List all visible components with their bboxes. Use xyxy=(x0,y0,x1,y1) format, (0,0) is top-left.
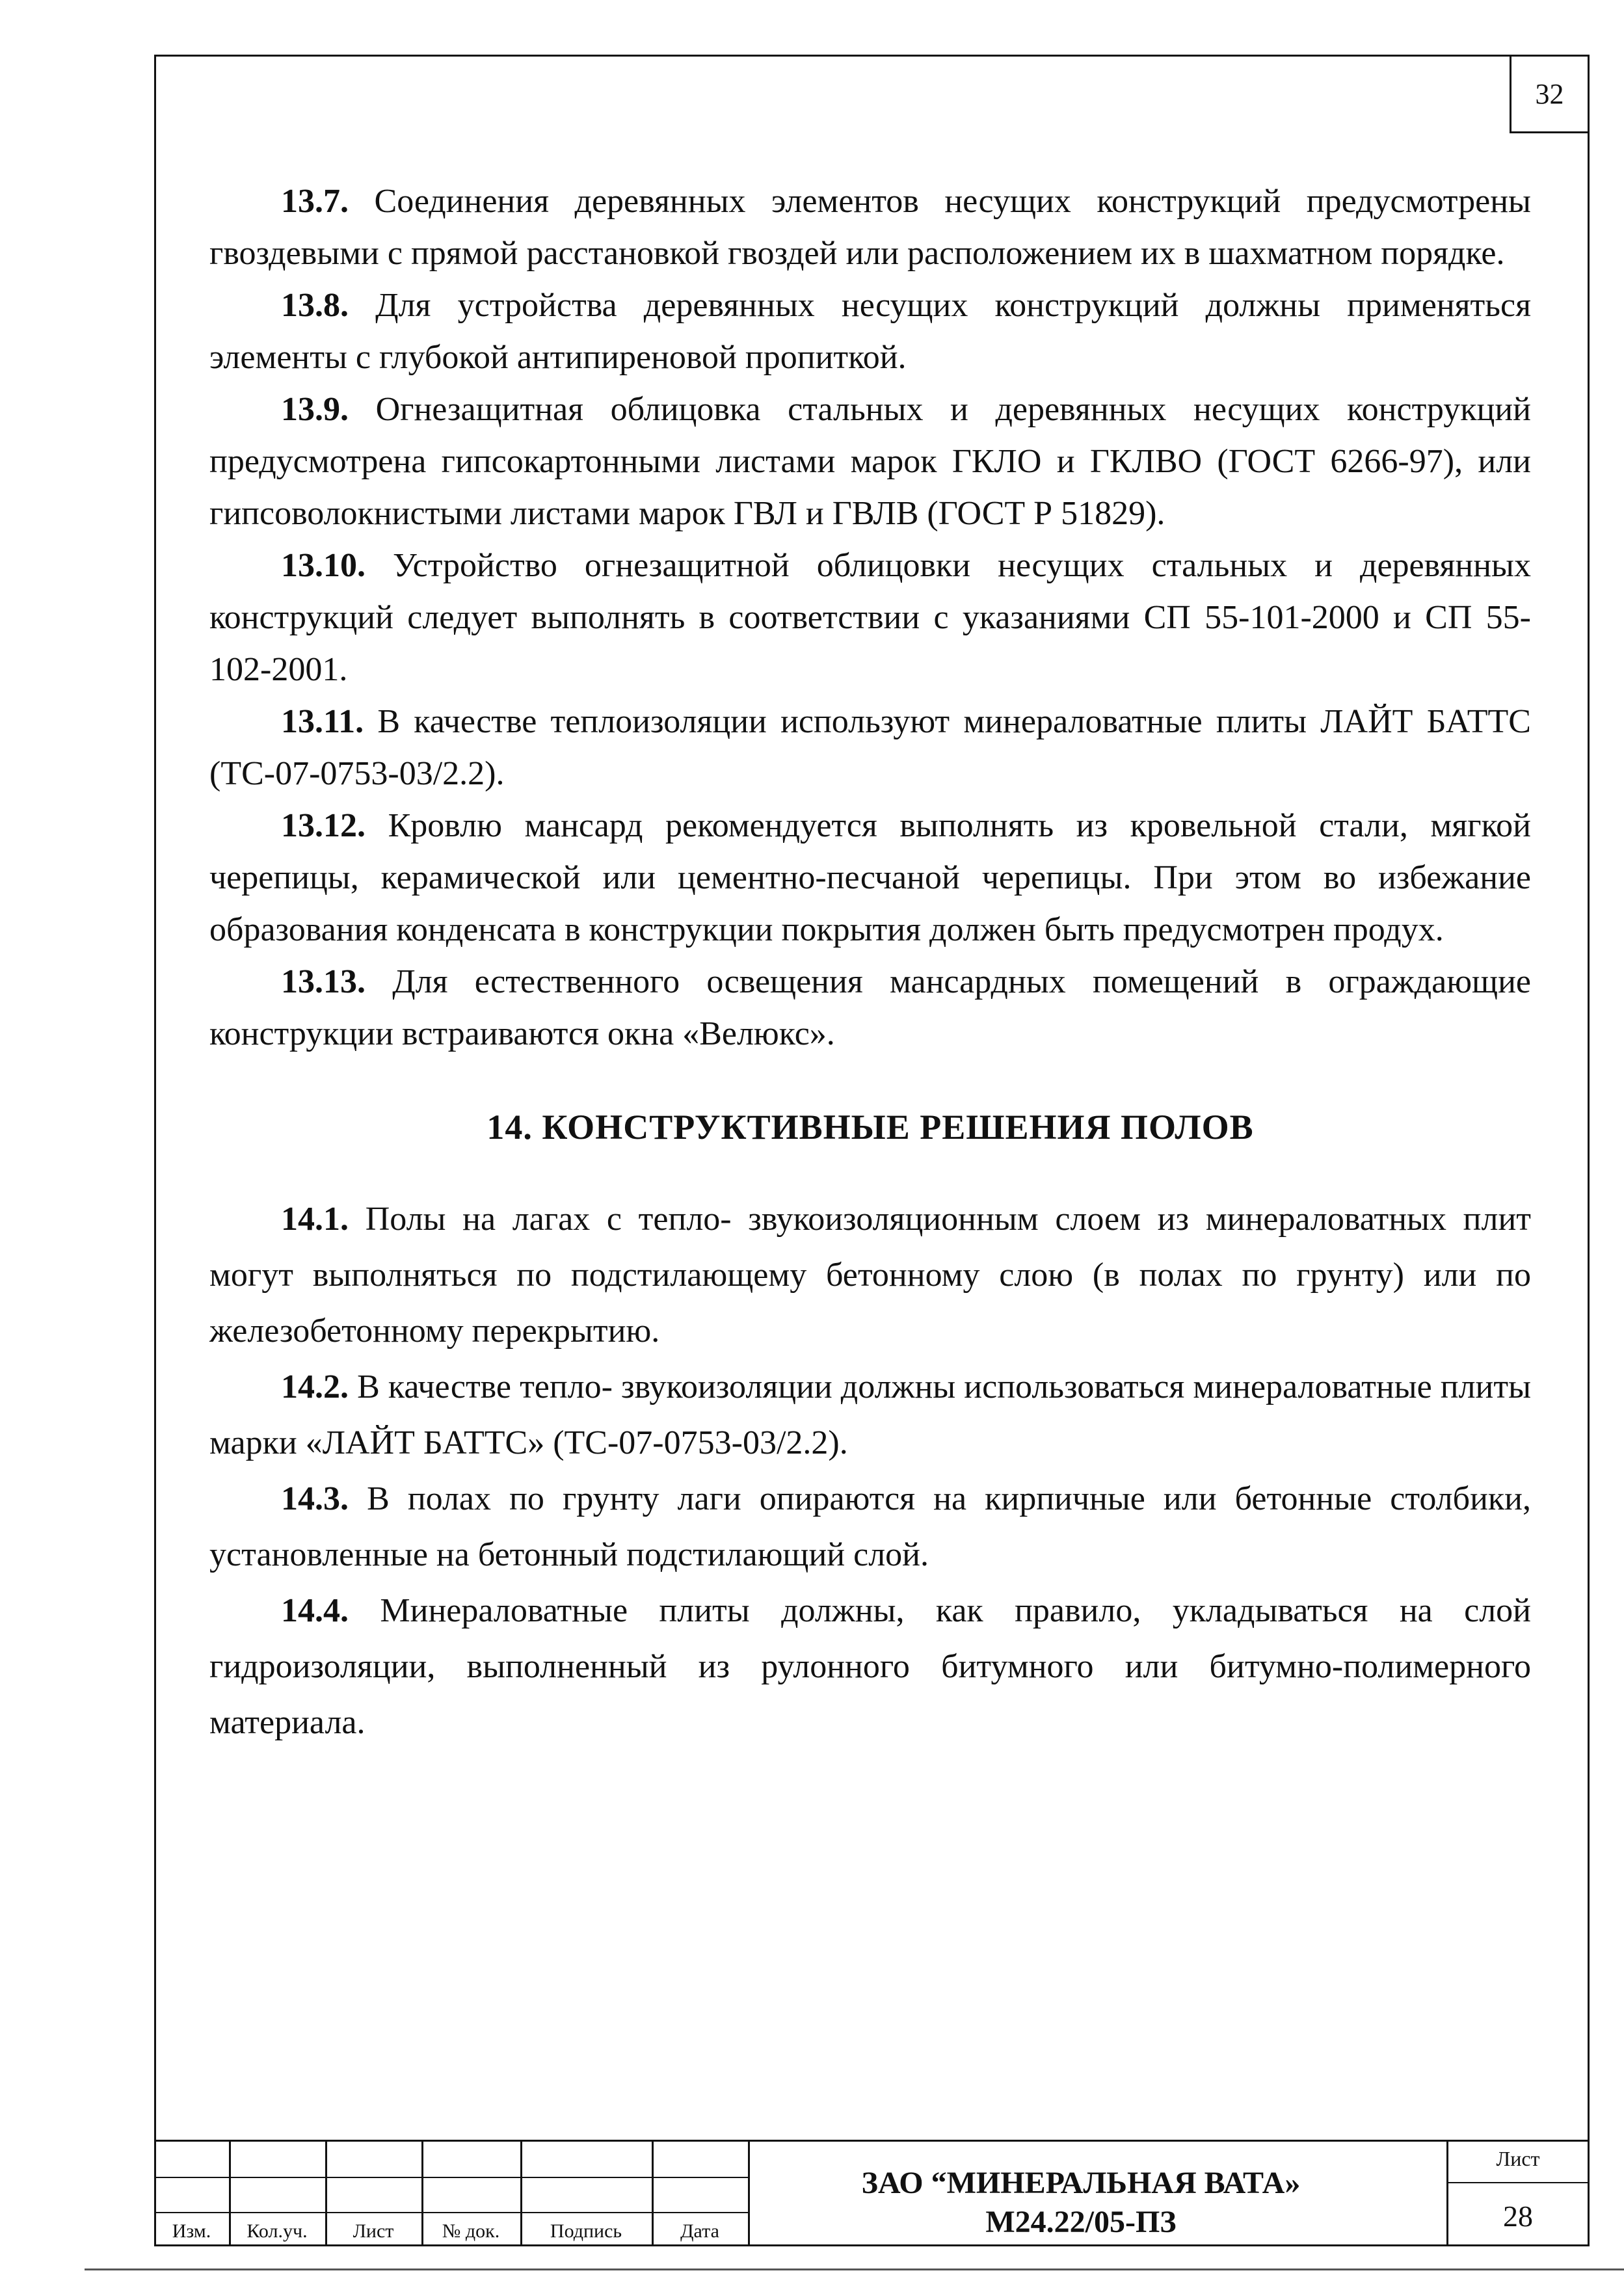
stamp-label-sign: Подпись xyxy=(550,2220,622,2242)
paragraph-number: 13.12. xyxy=(281,807,366,844)
stamp-label-kol: Кол.уч. xyxy=(246,2220,308,2242)
paragraph-14-4 xyxy=(209,1583,1531,1751)
sheet-number: 28 xyxy=(1503,2200,1533,2233)
paragraph-13-13 xyxy=(209,956,1531,1060)
paragraph-14-1 xyxy=(209,1191,1531,1359)
stamp-label-doc: № док. xyxy=(442,2220,500,2242)
paragraph-13-11 xyxy=(209,696,1531,800)
paragraph-13-10 xyxy=(209,540,1531,696)
paragraph-number: 14.4. xyxy=(281,1592,349,1629)
paragraph-number: 14.1. xyxy=(281,1201,349,1238)
stamp-row-line xyxy=(1446,2182,1590,2183)
paragraph-text: В полах по грунту лаги опираются на кирпичные или бетонные столбики, установленные на бетонный подстилающий слой. xyxy=(209,1480,1532,1573)
paragraph-14-2 xyxy=(209,1359,1531,1471)
stamp-label-date: Дата xyxy=(680,2220,719,2242)
paragraph-number: 13.7. xyxy=(281,183,349,220)
page-number: 32 xyxy=(1510,55,1590,133)
paragraph-13-7 xyxy=(209,176,1531,280)
paragraph-text: Минераловатные плиты должны, как правило, укладываться на слой гидроизоляции, выполненный из рулонного битумного или битумно-полимерного материала. xyxy=(209,1592,1531,1741)
paragraph-13-12 xyxy=(209,800,1531,956)
paragraph-number: 13.10. xyxy=(281,547,366,584)
stamp-row-line xyxy=(154,2177,748,2178)
paragraph-text: Для естественного освещения мансардных помещений в ограждающие конструкции встраиваются окна «Велюкс». xyxy=(209,963,1532,1052)
stamp-row-line xyxy=(154,2212,748,2213)
paragraph-number: 13.9. xyxy=(281,391,349,428)
stamp-label-list: Лист xyxy=(353,2220,394,2242)
section-title: 14. КОНСТРУКТИВНЫЕ РЕШЕНИЯ ПОЛОВ xyxy=(486,1108,1254,1147)
title-block xyxy=(154,2140,1590,2246)
paragraph-number: 13.11. xyxy=(281,703,364,740)
paragraph-text: Для устройства деревянных несущих конструкций должны применяться элементы с глубокой антипиреновой пропиткой. xyxy=(209,287,1531,376)
stamp-label-izm: Изм. xyxy=(172,2220,211,2242)
paragraph-text: В качестве тепло- звукоизоляции должны использоваться минераловатные плиты марки «ЛАЙТ БАТТС» (ТС-07-0753-03/2.2). xyxy=(209,1368,1532,1461)
stamp-divider xyxy=(748,2142,750,2246)
paragraph-14-3 xyxy=(209,1471,1531,1583)
paragraph-number: 14.3. xyxy=(281,1480,349,1517)
paragraph-13-8 xyxy=(209,280,1531,384)
company-name: ЗАО “МИНЕРАЛЬНАЯ ВАТА» xyxy=(861,2166,1301,2200)
document-body xyxy=(209,176,1531,1751)
document-code: М24.22/05-ПЗ xyxy=(985,2205,1177,2239)
paragraph-text: Полы на лагах с тепло- звукоизоляционным слоем из минераловатных плит могут выполняться по подстилающему бетонному слою (в полах по грунту) или по железобетонному перекрытию. xyxy=(209,1201,1531,1350)
paragraph-text: Кровлю мансард рекомендуется выполнять из кровельной стали, мягкой черепицы, керамической или цементно-песчаной черепицы. При этом во избежание образования конденсата в конструкции покрытия должен быть предусмотрен продух. xyxy=(209,807,1532,948)
paragraph-text: Огнезащитная облицовка стальных и деревянных несущих конструкций предусмотрена гипсокартонными листами марок ГКЛО и ГКЛВО (ГОСТ 6266-97), или гипсоволокнистыми листами марок ГВЛ и ГВЛВ (ГОСТ Р 51829). xyxy=(209,391,1531,532)
paragraph-number: 14.2. xyxy=(281,1368,349,1405)
stamp-company xyxy=(756,2164,1406,2242)
sheet-label: Лист xyxy=(1496,2147,1540,2170)
paragraph-text: Устройство огнезащитной облицовки несущих стальных и деревянных конструкций следует выполнять в соответствии с указаниями СП 55-101-2000 и СП 55-102-2001. xyxy=(209,547,1531,688)
paragraph-text: Соединения деревянных элементов несущих конструкций предусмотрены гвоздевыми с прямой расстановкой гвоздей или расположением их в шахматном порядке. xyxy=(209,183,1531,272)
scan-edge-line xyxy=(85,2268,1624,2270)
paragraph-number: 13.8. xyxy=(281,287,349,324)
paragraph-text: В качестве теплоизоляции используют минераловатные плиты ЛАЙТ БАТТС (ТС-07-0753-03/2.2). xyxy=(209,703,1531,792)
paragraph-13-9 xyxy=(209,384,1531,540)
paragraph-number: 13.13. xyxy=(281,963,366,1000)
